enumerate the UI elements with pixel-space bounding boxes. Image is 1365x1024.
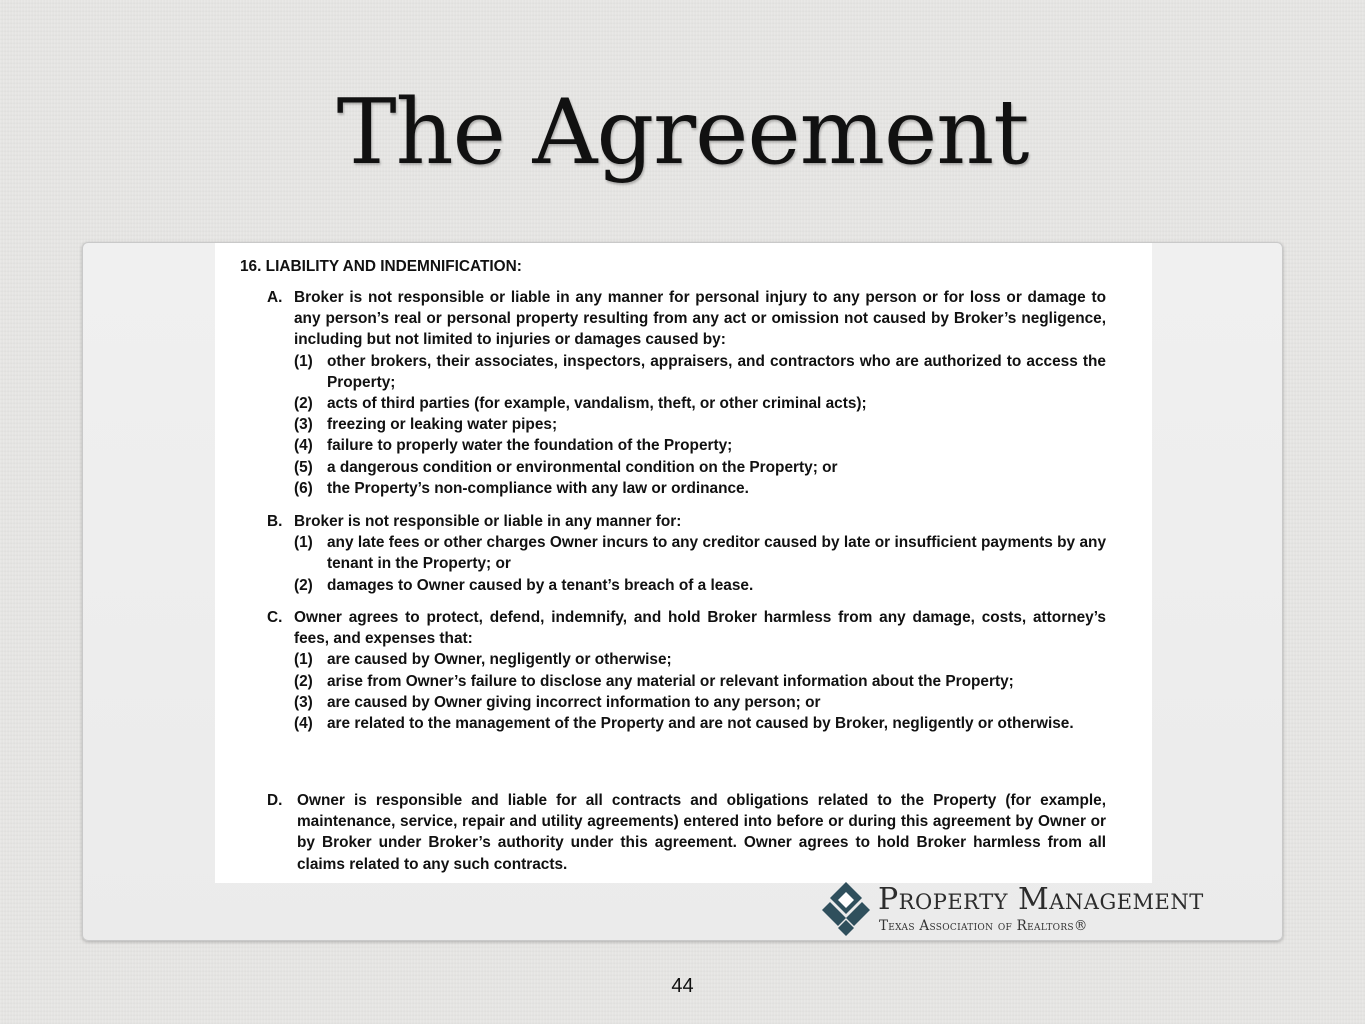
item-text: are related to the management of the Property and are not caused by Broker, negligently or otherwise. (327, 715, 1074, 733)
section-letter: D. (267, 792, 283, 809)
section-a (267, 287, 1106, 499)
item-text: freezing or leaking water pipes; (327, 416, 558, 434)
list-item (294, 457, 1106, 478)
page-number: 44 (671, 975, 694, 997)
item-number: (2) (294, 395, 313, 413)
property-management-logo (818, 880, 1258, 936)
list-item (294, 649, 1106, 670)
section-lead: Owner is responsible and liable for all contracts and obligations related to the Property (for example, maintenance, service, repair and utility agreements) entered into before or during this agreement by Owner or by Broker under Broker’s authority under this agreement. Owner agrees to hold Broker harmless from all claims related to any such contracts. (297, 792, 1106, 873)
item-text: acts of third parties (for example, vandalism, theft, or other criminal acts); (327, 395, 867, 413)
list-item (294, 478, 1106, 499)
item-number: (2) (294, 576, 313, 594)
section-lead: Broker is not responsible or liable in any manner for: (294, 513, 682, 530)
list-item (294, 692, 1106, 713)
document-page (215, 243, 1152, 883)
item-number: (1) (294, 651, 313, 669)
list-item (294, 351, 1106, 393)
list-item (294, 575, 1106, 596)
item-text: arise from Owner’s failure to disclose any material or relevant information about the Property; (327, 672, 1014, 690)
item-number: (5) (294, 458, 313, 476)
section-lead: Owner agrees to protect, defend, indemnify, and hold Broker harmless from any damage, costs, attorney’s fees, and expenses that: (294, 609, 1106, 648)
item-text: a dangerous condition or environmental condition on the Property; or (327, 458, 838, 476)
slide-title: The Agreement (336, 80, 1029, 185)
item-number: (4) (294, 715, 313, 733)
item-number: (3) (294, 416, 313, 434)
list-item (294, 713, 1106, 734)
item-text: any late fees or other charges Owner incurs to any creditor caused by late or insufficient payments by any tenant in the Property; or (327, 534, 1106, 573)
item-number: (2) (294, 672, 313, 690)
document-heading: 16. LIABILITY AND INDEMNIFICATION: (240, 258, 522, 275)
section-letter: B. (267, 513, 283, 530)
item-text: are caused by Owner giving incorrect information to any person; or (327, 693, 821, 711)
list-item (294, 532, 1106, 574)
section-lead: Broker is not responsible or liable in any manner for personal injury to any person or for loss or damage to any person’s real or personal property resulting from any act or omission not caused by Broker’s negligence, including but not limited to injuries or damages caused by: (294, 289, 1106, 349)
item-number: (3) (294, 693, 313, 711)
list-item (294, 393, 1106, 414)
item-text: damages to Owner caused by a tenant’s breach of a lease. (327, 576, 754, 594)
item-text: failure to properly water the foundation of the Property; (327, 437, 733, 455)
section-c (267, 607, 1106, 734)
logo-name: Property Management (878, 882, 1204, 917)
item-number: (4) (294, 437, 313, 455)
item-number: (1) (294, 534, 313, 552)
section-letter: A. (267, 289, 283, 306)
diamond-logo-icon (818, 880, 874, 936)
content-panel (82, 242, 1283, 941)
section-d (267, 790, 1106, 875)
logo-subtitle: Texas Association of Realtors® (879, 918, 1088, 934)
list-item (294, 671, 1106, 692)
list-item (294, 414, 1106, 435)
item-number: (6) (294, 479, 313, 497)
item-text: are caused by Owner, negligently or otherwise; (327, 651, 672, 669)
item-number: (1) (294, 352, 313, 370)
list-item (294, 435, 1106, 456)
item-text: the Property’s non-compliance with any law or ordinance. (327, 479, 749, 497)
section-b (267, 511, 1106, 596)
section-letter: C. (267, 609, 283, 626)
item-text: other brokers, their associates, inspectors, appraisers, and contractors who are authorized to access the Property; (327, 352, 1106, 391)
